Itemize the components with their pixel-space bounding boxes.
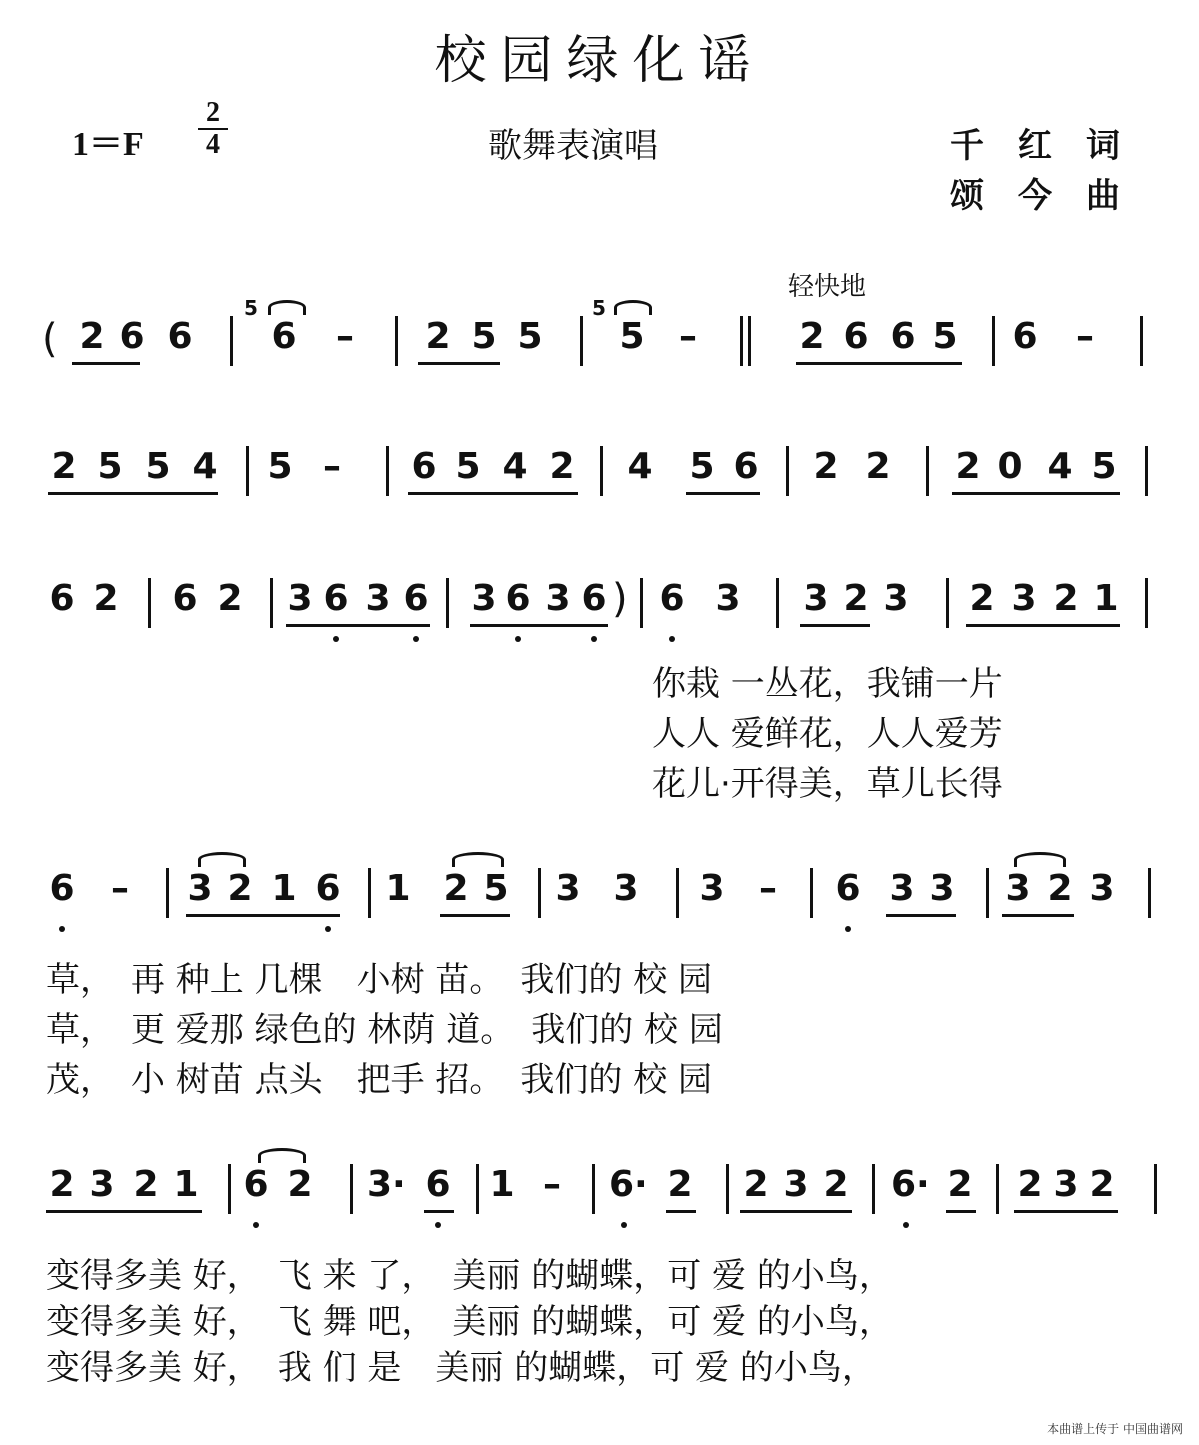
time-signature — [198, 97, 228, 160]
barline — [926, 446, 929, 496]
note: 3 — [1011, 578, 1037, 619]
note: 3 — [803, 578, 829, 619]
note: 5 — [932, 316, 958, 357]
beam-line — [46, 1210, 202, 1213]
slur — [1014, 852, 1066, 867]
note: 3 — [715, 578, 741, 619]
note: 6 — [425, 1164, 451, 1205]
barline — [1145, 446, 1148, 496]
barline — [726, 1164, 729, 1214]
lyric-line: 变得多美 好， 飞 舞 吧， 美丽 的蝴蝶，可 爱 的小鸟， — [46, 1302, 893, 1342]
note: 1 — [489, 1164, 515, 1205]
note: 5 — [1091, 446, 1117, 487]
note: 6 — [49, 578, 75, 619]
note: 5 — [455, 446, 481, 487]
grace-note: 5 — [244, 296, 258, 320]
barline — [230, 316, 233, 366]
barline — [1148, 868, 1151, 918]
note: 6 — [659, 578, 685, 619]
note: 1 — [173, 1164, 199, 1205]
note: 6 — [890, 316, 916, 357]
note: 6· — [609, 1164, 648, 1205]
slur — [614, 300, 652, 315]
barline — [986, 868, 989, 918]
barline — [580, 316, 583, 366]
note: 2 — [51, 446, 77, 487]
beam-line — [470, 624, 608, 627]
note: – — [543, 1164, 561, 1205]
barline — [786, 446, 789, 496]
lyric-line: 变得多美 好， 我 们 是 美丽 的蝴蝶，可 爱 的小鸟， — [46, 1348, 876, 1388]
barline — [538, 868, 541, 918]
note: 3 — [365, 578, 391, 619]
note: 6 — [843, 316, 869, 357]
barline — [740, 316, 743, 366]
note: 4 — [1047, 446, 1073, 487]
beam-line — [440, 914, 510, 917]
note: 3 — [613, 868, 639, 909]
octave-dot — [515, 636, 521, 642]
footer-credit: 本曲谱上传于 中国曲谱网 — [1047, 1422, 1183, 1436]
time-top: 2 — [206, 97, 220, 128]
beam-line — [418, 362, 500, 365]
note: 1 — [271, 868, 297, 909]
note: 2 — [813, 446, 839, 487]
lyric-line: 花儿·开得美，草儿长得 — [652, 764, 1003, 804]
note: – — [679, 316, 697, 357]
barline — [166, 868, 169, 918]
note: 6 — [1012, 316, 1038, 357]
note: 3 — [1089, 868, 1115, 909]
barline — [810, 868, 813, 918]
note: 3 — [89, 1164, 115, 1205]
note: 5 — [517, 316, 543, 357]
note: 2 — [93, 578, 119, 619]
note: – — [323, 446, 341, 487]
note: 2 — [217, 578, 243, 619]
barline — [1140, 316, 1143, 366]
note: 2 — [667, 1164, 693, 1205]
barline — [350, 1164, 353, 1214]
beam-line — [946, 1210, 976, 1213]
note: 2 — [843, 578, 869, 619]
note: 5 — [483, 868, 509, 909]
note: 2 — [955, 446, 981, 487]
note: 2 — [743, 1164, 769, 1205]
note: 3 — [545, 578, 571, 619]
note: 3 — [883, 578, 909, 619]
barline — [476, 1164, 479, 1214]
barline — [592, 1164, 595, 1214]
note: 5 — [145, 446, 171, 487]
note: 5 — [97, 446, 123, 487]
barline — [676, 868, 679, 918]
note: 3· — [367, 1164, 406, 1205]
barline — [776, 578, 779, 628]
barline — [228, 1164, 231, 1214]
beam-line — [886, 914, 956, 917]
grace-note: 5 — [592, 296, 606, 320]
octave-dot — [669, 636, 675, 642]
note: 3 — [1005, 868, 1031, 909]
barline — [748, 316, 751, 366]
note: 2 — [865, 446, 891, 487]
note: 3 — [783, 1164, 809, 1205]
octave-dot — [333, 636, 339, 642]
beam-line — [1014, 1210, 1118, 1213]
slur — [198, 852, 246, 867]
note: 6 — [315, 868, 341, 909]
lyric-line: 茂， 小 树苗 点头 把手 招。 我们的 校 园 — [46, 1060, 713, 1100]
note: 3 — [929, 868, 955, 909]
barline — [446, 578, 449, 628]
note: 2 — [799, 316, 825, 357]
barline — [946, 578, 949, 628]
barline — [386, 446, 389, 496]
key-signature: 1＝F — [72, 126, 144, 163]
note: 1 — [1093, 578, 1119, 619]
note: 0 — [997, 446, 1023, 487]
octave-dot — [903, 1222, 909, 1228]
note: – — [1076, 316, 1094, 357]
barline — [872, 1164, 875, 1214]
close-paren: ) — [612, 576, 628, 622]
note: 4 — [627, 446, 653, 487]
lyric-line: 草， 更 爱那 绿色的 林荫 道。 我们的 校 园 — [46, 1010, 723, 1050]
composer-credit: 颂今曲 — [950, 176, 1154, 216]
note: 2 — [227, 868, 253, 909]
note: 3 — [889, 868, 915, 909]
lyric-line: 草， 再 种上 几棵 小树 苗。 我们的 校 园 — [46, 960, 713, 1000]
note: 3 — [471, 578, 497, 619]
barline — [600, 446, 603, 496]
beam-line — [796, 362, 962, 365]
note: 6 — [167, 316, 193, 357]
note: 2 — [425, 316, 451, 357]
note: 6 — [243, 1164, 269, 1205]
beam-line — [186, 914, 340, 917]
barline — [640, 578, 643, 628]
note: 3 — [699, 868, 725, 909]
note: 2 — [549, 446, 575, 487]
note: 4 — [502, 446, 528, 487]
barline — [270, 578, 273, 628]
barline — [148, 578, 151, 628]
open-paren: ( — [42, 316, 58, 362]
note: 6 — [505, 578, 531, 619]
slur — [452, 852, 504, 867]
performance-type: 歌舞表演唱 — [488, 126, 658, 166]
note: 6 — [172, 578, 198, 619]
note: 6 — [49, 868, 75, 909]
beam-line — [408, 492, 578, 495]
beam-line — [286, 624, 430, 627]
note: 5 — [619, 316, 645, 357]
note: 6 — [835, 868, 861, 909]
note: 2 — [969, 578, 995, 619]
barline — [368, 868, 371, 918]
barline — [246, 446, 249, 496]
note: 6 — [733, 446, 759, 487]
slur — [268, 300, 306, 315]
barline — [996, 1164, 999, 1214]
beam-line — [740, 1210, 852, 1213]
note: 6 — [581, 578, 607, 619]
barline — [992, 316, 995, 366]
time-bottom: 4 — [206, 129, 220, 160]
note: 5 — [689, 446, 715, 487]
beam-line — [952, 492, 1120, 495]
tempo-marking: 轻快地 — [788, 272, 867, 302]
barline — [1154, 1164, 1157, 1214]
note: 2 — [443, 868, 469, 909]
note: – — [759, 868, 777, 909]
beam-line — [48, 492, 218, 495]
note: 5 — [471, 316, 497, 357]
note: 6 — [411, 446, 437, 487]
octave-dot — [413, 636, 419, 642]
octave-dot — [435, 1222, 441, 1228]
note: 6 — [323, 578, 349, 619]
note: 2 — [823, 1164, 849, 1205]
note: 2 — [1053, 578, 1079, 619]
slur — [258, 1148, 306, 1163]
note: 6 — [403, 578, 429, 619]
song-title: 校园绿化谣 — [434, 31, 765, 91]
beam-line — [966, 624, 1120, 627]
beam-line — [1002, 914, 1074, 917]
beam-line — [72, 362, 140, 365]
note: 5 — [267, 446, 293, 487]
beam-line — [666, 1210, 696, 1213]
note: 6· — [891, 1164, 930, 1205]
lyricist-credit: 千红词 — [950, 126, 1154, 166]
octave-dot — [845, 926, 851, 932]
octave-dot — [325, 926, 331, 932]
octave-dot — [621, 1222, 627, 1228]
note: 2 — [49, 1164, 75, 1205]
note: 3 — [1053, 1164, 1079, 1205]
note: – — [336, 316, 354, 357]
note: 4 — [192, 446, 218, 487]
beam-line — [800, 624, 870, 627]
note: 2 — [1017, 1164, 1043, 1205]
note: 3 — [187, 868, 213, 909]
note: 2 — [133, 1164, 159, 1205]
note: 1 — [385, 868, 411, 909]
barline — [1145, 578, 1148, 628]
note: 2 — [947, 1164, 973, 1205]
note: – — [111, 868, 129, 909]
note: 6 — [271, 316, 297, 357]
octave-dot — [253, 1222, 259, 1228]
beam-line — [686, 492, 760, 495]
beam-line — [424, 1210, 454, 1213]
note: 2 — [1047, 868, 1073, 909]
note: 6 — [119, 316, 145, 357]
lyric-line: 变得多美 好， 飞 来 了， 美丽 的蝴蝶，可 爱 的小鸟， — [46, 1256, 893, 1296]
note: 3 — [555, 868, 581, 909]
octave-dot — [591, 636, 597, 642]
note: 2 — [1089, 1164, 1115, 1205]
note: 2 — [287, 1164, 313, 1205]
note: 2 — [79, 316, 105, 357]
barline — [395, 316, 398, 366]
lyric-line: 你栽 一丛花，我铺一片 — [652, 664, 1003, 704]
octave-dot — [59, 926, 65, 932]
note: 3 — [287, 578, 313, 619]
lyric-line: 人人 爱鲜花，人人爱芳 — [652, 714, 1003, 754]
